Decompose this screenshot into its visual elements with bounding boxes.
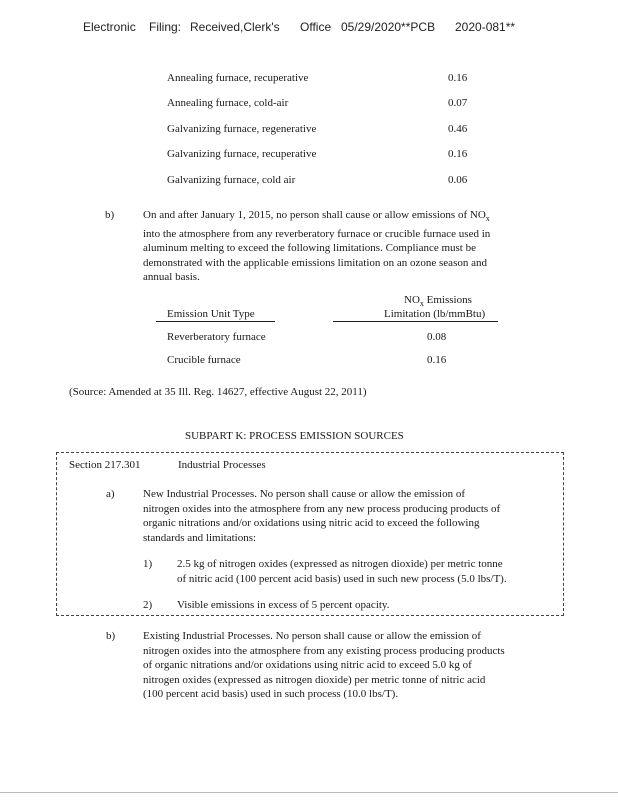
item-1-line1: 2.5 kg of nitrogen oxides (expressed as nitrogen dioxide) per metric tonne — [177, 558, 503, 570]
furnace-row-value: 0.07 — [448, 97, 468, 109]
section-b-marker: b) — [105, 209, 115, 221]
section-b2-line4: nitrogen oxides (expressed as nitrogen dioxide) per metric tonne of nitric acid — [143, 673, 486, 686]
section-b-line2: into the atmosphere from any reverberatory furnace or crucible furnace used in — [143, 227, 491, 240]
section-b2-line1: Existing Industrial Processes. No person shall cause or allow the emission of — [143, 630, 481, 642]
header-filing: Filing: — [149, 20, 182, 34]
section-b-line1: On and after January 1, 2015, no person shall cause or allow emissions of NO — [143, 209, 486, 221]
section-b-line3: aluminum melting to exceed the following limitations. Compliance must be — [143, 242, 476, 255]
section-number: Section 217.301 — [69, 459, 141, 471]
section-b2-line5: (100 percent acid basis) used in such process (10.0 lbs/T). — [143, 688, 399, 700]
section-b-line4: demonstrated with the applicable emissions limitation on an ozone season and — [143, 256, 487, 269]
header-number: 2020-081** — [455, 20, 516, 34]
section-a-line3: organic nitrations and/or oxidations using nitric acid to exceed the following — [143, 517, 480, 529]
section-b2-line2: nitrogen oxides into the atmosphere from any existing process producing products — [143, 644, 505, 657]
furnace-row-value: 0.46 — [448, 123, 468, 135]
section-a-line4: standards and limitations: — [143, 531, 257, 544]
source-note: (Source: Amended at 35 Ill. Reg. 14627, effective August 22, 2011) — [69, 386, 367, 398]
furnace-row-value: 0.16 — [448, 72, 468, 84]
col2-underline — [333, 321, 498, 322]
item-1-marker: 1) — [143, 558, 153, 570]
furnace-row-label: Annealing furnace, recuperative — [167, 72, 309, 84]
furnace-row-label: Galvanizing furnace, cold air — [167, 174, 296, 186]
furnace-row-value: 0.06 — [448, 174, 468, 186]
emission-row-label: Crucible furnace — [167, 354, 241, 366]
section-a-line1: New Industrial Processes. No person shall cause or allow the emission of — [143, 488, 465, 500]
emission-col2-header-line2: Limitation (lb/mmBtu) — [384, 308, 486, 320]
furnace-row-value: 0.16 — [448, 148, 468, 160]
furnace-row-label: Galvanizing furnace, recuperative — [167, 148, 317, 160]
section-a-marker: a) — [106, 488, 115, 500]
header-office: Office — [300, 20, 332, 34]
emission-row-value: 0.08 — [427, 331, 447, 343]
item-2-line1: Visible emissions in excess of 5 percent opacity. — [177, 599, 390, 611]
item-1-paragraph — [177, 557, 557, 586]
item-1-line2: of nitric acid (100 percent acid basis) used in such new process (5.0 lbs/T). — [177, 572, 507, 585]
header-date: 05/29/2020**PCB — [341, 20, 436, 34]
section-a-line2: nitrogen oxides into the atmosphere from any new process producing products of — [143, 502, 501, 515]
section-b-line1-sub: x — [485, 214, 490, 224]
section-b-line5: annual basis. — [143, 271, 200, 284]
furnace-row-label: Galvanizing furnace, regenerative — [167, 123, 317, 135]
section-b2-line3: of organic nitrations and/or oxidations using nitric acid to exceed 5.0 kg of — [143, 659, 472, 671]
item-2-marker: 2) — [143, 599, 153, 611]
header-received: Received,Clerk's — [190, 20, 280, 34]
emission-row-label: Reverberatory furnace — [167, 331, 266, 343]
section-b2-marker: b) — [106, 630, 116, 642]
emission-row-value: 0.16 — [427, 354, 447, 366]
section-a-paragraph — [143, 487, 553, 545]
col1-underline — [156, 321, 275, 322]
emission-col2-header-line1: $NO_x$ Emissions — [404, 294, 472, 309]
emission-col1-header: Emission Unit Type — [167, 308, 255, 320]
section-b-paragraph — [143, 208, 543, 285]
header-electronic: Electronic — [83, 20, 136, 34]
section-title: Industrial Processes — [178, 459, 266, 471]
furnace-row-label: Annealing furnace, cold-air — [167, 97, 289, 109]
subpart-title: SUBPART K: PROCESS EMISSION SOURCES — [185, 430, 404, 442]
bottom-rule — [0, 792, 618, 793]
section-b2-paragraph — [143, 629, 553, 702]
